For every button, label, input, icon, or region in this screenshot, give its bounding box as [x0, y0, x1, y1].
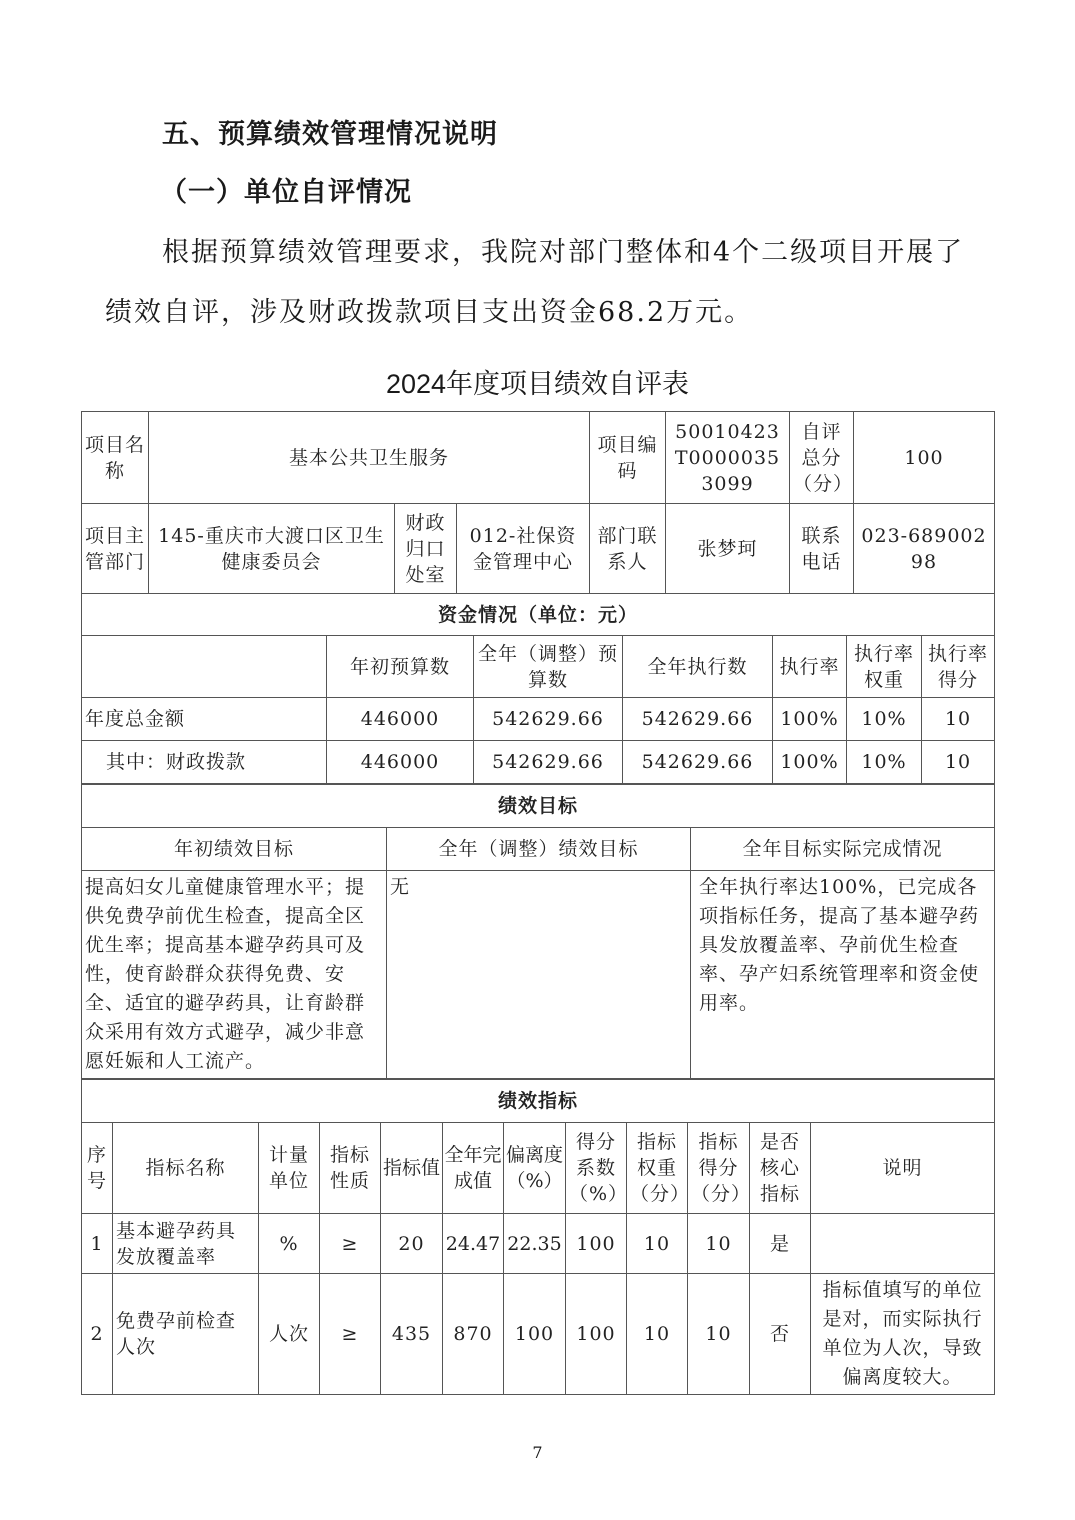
indicator-cell: 免费孕前检查人次: [113, 1274, 259, 1395]
funds-section-title: 资金情况（单位：元）: [82, 594, 995, 636]
section-heading: 五、预算绩效管理情况说明: [162, 119, 498, 150]
indicators-section-title: 绩效指标: [82, 1080, 995, 1123]
indicator-cell: 2: [82, 1274, 113, 1395]
adjusted-goal: 无: [387, 871, 691, 1079]
indicators-header: 计量单位: [259, 1123, 320, 1214]
actual-completion: 全年执行率达100%，已完成各项指标任务，提高了基本避孕药具发放覆盖率、孕前优生检查率、孕产妇系统管理率和资金使用率。: [691, 871, 995, 1079]
funds-cell: 10%: [847, 741, 922, 784]
indicator-cell: 否: [750, 1274, 811, 1395]
project-name-label: 项目名称: [82, 412, 149, 504]
score: 100: [854, 412, 995, 504]
funds-cell: 542629.66: [474, 698, 623, 741]
indicators-header: 说明: [811, 1123, 995, 1214]
project-info-table: [81, 411, 995, 594]
table-row: [82, 1214, 995, 1274]
indicators-header: 指标名称: [113, 1123, 259, 1214]
phone-label: 联系电话: [790, 504, 854, 594]
indicator-cell: 24.47: [443, 1214, 504, 1274]
indicators-header: 指标值: [381, 1123, 443, 1214]
table-row: [82, 741, 995, 784]
funds-cell: 542629.66: [623, 741, 773, 784]
indicator-cell: 100: [504, 1274, 566, 1395]
funds-cell: 446000: [327, 698, 474, 741]
funds-cell: 100%: [773, 698, 847, 741]
funds-cell: 10: [922, 698, 995, 741]
dept: 145-重庆市大渡口区卫生健康委员会: [149, 504, 395, 594]
indicator-cell: 100: [566, 1214, 627, 1274]
funds-header: 执行率权重: [847, 636, 922, 698]
dept-label: 项目主管部门: [82, 504, 149, 594]
indicators-header: 全年完成值: [443, 1123, 504, 1214]
indicator-cell: ≥: [320, 1214, 381, 1274]
indicators-header: 指标得分（分）: [688, 1123, 750, 1214]
paragraph-text: 根据预算绩效管理要求，我院对部门整体和4个二级项目开展了绩效自评，涉及财政拨款项目支出资金68.2万元。: [105, 237, 965, 328]
indicator-cell: 10: [627, 1214, 688, 1274]
body-paragraph: [105, 223, 985, 343]
goals-section-title: 绩效目标: [82, 785, 995, 828]
funds-cell: 542629.66: [474, 741, 623, 784]
indicator-cell: %: [259, 1214, 320, 1274]
finance-office-label: 财政归口处室: [395, 504, 457, 594]
funds-table: [81, 593, 995, 784]
indicator-cell: 基本避孕药具发放覆盖率: [113, 1214, 259, 1274]
table-row: [82, 1274, 995, 1395]
goals-header: 年初绩效目标: [82, 828, 387, 871]
score-label: 自评总分（分）: [790, 412, 854, 504]
funds-header: 执行率得分: [922, 636, 995, 698]
contact: 张梦珂: [666, 504, 790, 594]
indicators-header: 是否核心指标: [750, 1123, 811, 1214]
funds-cell: 其中：财政拨款: [82, 741, 327, 784]
funds-header: 年初预算数: [327, 636, 474, 698]
funds-cell: 10%: [847, 698, 922, 741]
indicator-cell: 人次: [259, 1274, 320, 1395]
page-number: 7: [532, 1443, 543, 1462]
indicators-table: [81, 1079, 995, 1395]
funds-cell: 100%: [773, 741, 847, 784]
project-code: 50010423T00000353099: [666, 412, 790, 504]
indicator-cell: [811, 1214, 995, 1274]
indicator-cell: 指标值填写的单位是对，而实际执行单位为人次，导致偏离度较大。: [811, 1274, 995, 1395]
funds-header: 执行率: [773, 636, 847, 698]
table-row: [82, 698, 995, 741]
goals-table: [81, 784, 995, 1079]
phone: 023-68900298: [854, 504, 995, 594]
funds-header: 全年（调整）预算数: [474, 636, 623, 698]
goals-header: 全年目标实际完成情况: [691, 828, 995, 871]
subsection-heading: （一）单位自评情况: [160, 177, 412, 208]
funds-cell: 年度总金额: [82, 698, 327, 741]
finance-office: 012-社保资金管理中心: [457, 504, 590, 594]
indicators-header: 偏离度（%）: [504, 1123, 566, 1214]
indicators-header: 指标权重（分）: [627, 1123, 688, 1214]
funds-header: 全年执行数: [623, 636, 773, 698]
funds-cell: 542629.66: [623, 698, 773, 741]
indicator-cell: 1: [82, 1214, 113, 1274]
table-title: 2024年度项目绩效自评表: [385, 369, 690, 399]
indicator-cell: 10: [688, 1214, 750, 1274]
project-name: 基本公共卫生服务: [149, 412, 590, 504]
indicator-cell: 10: [688, 1274, 750, 1395]
project-code-label: 项目编码: [590, 412, 666, 504]
indicator-cell: 435: [381, 1274, 443, 1395]
indicator-cell: 是: [750, 1214, 811, 1274]
initial-goal: 提高妇女儿童健康管理水平；提供免费孕前优生检查，提高全区优生率；提高基本避孕药具可及性，使育龄群众获得免费、安全、适宜的避孕药具，让育龄群众采用有效方式避孕，减少非意愿妊娠和人工流产。: [82, 871, 387, 1079]
contact-label: 部门联系人: [590, 504, 666, 594]
indicator-cell: 100: [566, 1274, 627, 1395]
indicator-cell: ≥: [320, 1274, 381, 1395]
goals-header: 全年（调整）绩效目标: [387, 828, 691, 871]
indicator-cell: 20: [381, 1214, 443, 1274]
indicator-cell: 22.35: [504, 1214, 566, 1274]
indicators-header: 序号: [82, 1123, 113, 1214]
funds-cell: 446000: [327, 741, 474, 784]
indicator-cell: 10: [627, 1274, 688, 1395]
indicators-header: 指标性质: [320, 1123, 381, 1214]
funds-cell: 10: [922, 741, 995, 784]
indicators-header: 得分系数（%）: [566, 1123, 627, 1214]
indicator-cell: 870: [443, 1274, 504, 1395]
funds-header: [82, 636, 327, 698]
